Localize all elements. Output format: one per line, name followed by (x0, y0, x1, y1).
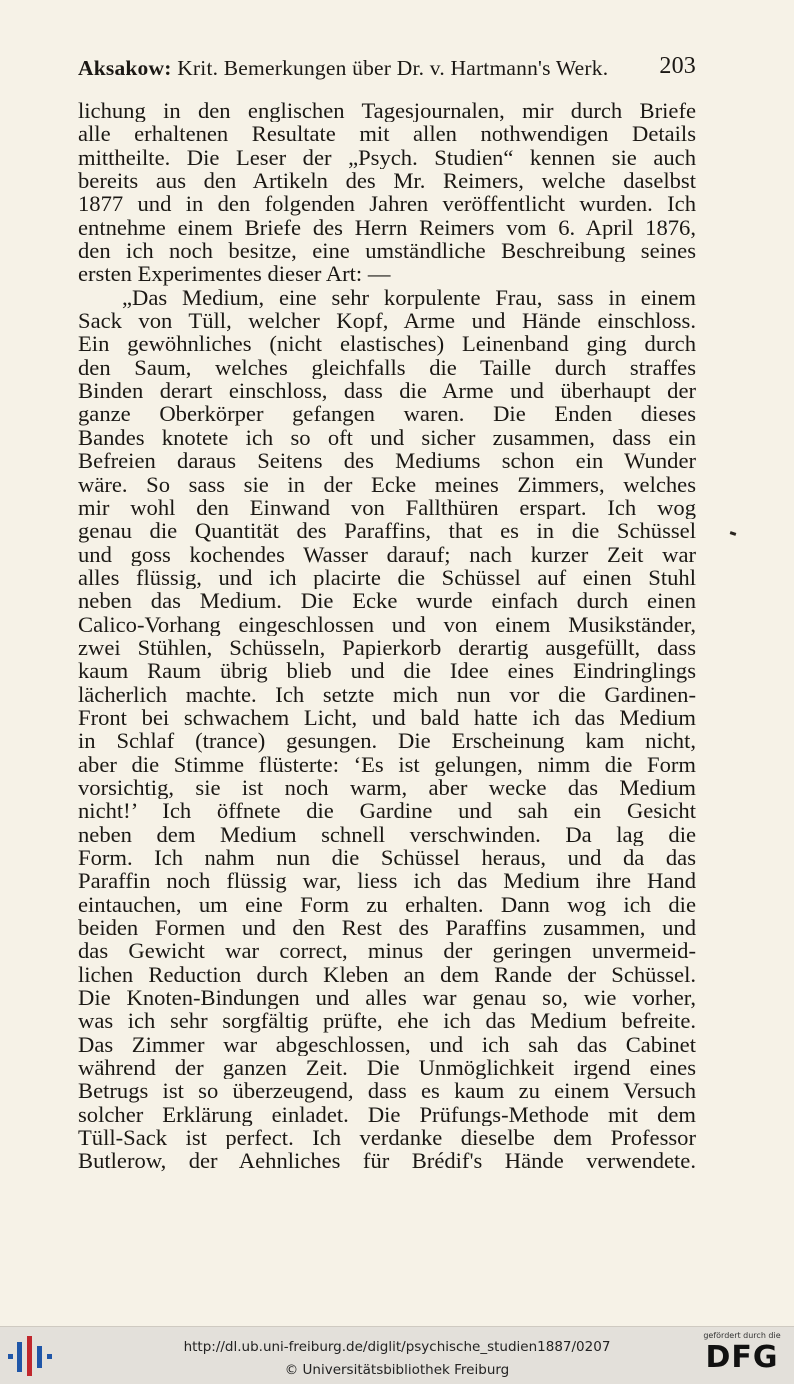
text-line: lichen Reduction durch Kleben an dem Rande der Schüssel. (78, 962, 696, 987)
dfg-caption: gefördert durch die (703, 1331, 781, 1340)
text-line: neben dem Medium schnell verschwinden. Da lag die (78, 822, 696, 846)
text-line: Befreien daraus Seitens des Mediums schon ein Wunder (78, 449, 696, 473)
page-url-link[interactable]: http://dl.ub.uni-freiburg.de/diglit/psychische_studien1887/0207 (183, 1339, 611, 1355)
text-line: Bandes knotete ich so oft und sicher zusammen, dass ein (78, 425, 696, 450)
text-line: Calico-Vorhang eingeschlossen und von einem Musikständer, (78, 612, 696, 636)
text-line: Betrugs ist so überzeugend, dass es kaum zu einem Versuch (78, 1079, 696, 1103)
text-line: Ein gewöhnliches (nicht elastisches) Leinenband ging durch (78, 332, 696, 356)
text-line: Butlerow, der Aehnliches für Brédif's Hände verwendete. (78, 1149, 696, 1173)
text-line: nicht!’ Ich öffnete die Gardine und sah ein Gesicht (78, 799, 696, 823)
text-line: Die Knoten-Bindungen und alles war genau so, wie vorher, (78, 986, 696, 1010)
running-header (78, 53, 696, 86)
text-line: den ich noch besitze, eine umständliche Beschreibung seines (78, 239, 696, 263)
text-line: alles flüssig, und ich placirte die Schüssel auf einen Stuhl (78, 565, 696, 590)
text-line: kaum Raum übrig blieb und die Idee eines Eindringlings (78, 659, 696, 683)
text-line: zwei Stühlen, Schüsseln, Papierkorb derartig ausgefüllt, dass (78, 635, 696, 660)
text-line: bereits aus den Artikeln des Mr. Reimers, welche daselbst (78, 169, 696, 193)
text-line: mittheilte. Die Leser der „Psych. Studien“ kennen sie auch (78, 145, 696, 170)
text-line: ganze Oberkörper gefangen waren. Die Enden dieses (78, 402, 696, 426)
text-line: beiden Formen und den Rest des Paraffins zusammen, und (78, 916, 696, 940)
dfg-logo-icon (696, 1331, 788, 1381)
copyright-text: © Universitätsbibliothek Freiburg (284, 1362, 510, 1378)
body-text (78, 99, 696, 1173)
text-line: Form. Ich nahm nun die Schüssel heraus, und da das (78, 846, 696, 870)
header-title: Krit. Bemerkungen über Dr. v. Hartmann's Werk. (177, 56, 609, 80)
text-line: Das Zimmer war abgeschlossen, und ich sah das Cabinet (78, 1032, 696, 1057)
text-line: neben das Medium. Die Ecke wurde einfach durch einen (78, 589, 696, 613)
text-line: lichung in den englischen Tagesjournalen, mir durch Briefe (78, 99, 696, 123)
text-line: mir wohl den Einwand von Fallthüren erspart. Ich wog (78, 495, 696, 520)
text-line: lächerlich machte. Ich setzte mich nun vor die Gardinen- (78, 682, 696, 706)
text-line: genau die Quantität des Paraffins, that es in die Schüssel (78, 519, 696, 543)
text-line: Paraffin noch flüssig war, liess ich das Medium ihre Hand (78, 869, 696, 893)
text-line: das Gewicht war correct, minus der geringen unvermeid- (78, 939, 696, 963)
text-line: den Saum, welches gleichfalls die Taille durch straffes (78, 355, 696, 380)
text-line: Front bei schwachem Licht, und bald hatte ich das Medium (78, 705, 696, 730)
ink-mark (730, 531, 737, 536)
text-line: ersten Experimentes dieser Art: — (78, 262, 391, 286)
text-line: Sack von Tüll, welcher Kopf, Arme und Hände einschloss. (78, 309, 696, 333)
text-line: „Das Medium, eine sehr korpulente Frau, sass in einem (122, 285, 696, 310)
dfg-logo-text: DFG (705, 1340, 779, 1375)
header-author: Aksakow: (78, 56, 172, 80)
text-line: alle erhaltenen Resultate mit allen nothwendigen Details (78, 122, 696, 146)
text-line: aber die Stimme flüsterte: ‘Es ist gelungen, nimm die Form (78, 752, 696, 776)
text-line: vorsichtig, sie ist noch warm, aber wecke das Medium (78, 775, 696, 800)
page-number: 203 (659, 53, 696, 79)
text-line: solcher Erklärung einladet. Die Prüfungs-Methode mit dem (78, 1102, 696, 1127)
text-line: wäre. So sass sie in der Ecke meines Zimmers, welches (78, 472, 696, 496)
text-line: entnehme einem Briefe des Herrn Reimers vom 6. April 1876, (78, 215, 696, 240)
text-line: was ich sehr sorgfältig prüfte, ehe ich das Medium befreite. (78, 1009, 696, 1033)
viewer-footer (0, 1326, 794, 1384)
text-line: und goss kochendes Wasser darauf; nach kurzer Zeit war (78, 542, 696, 566)
text-line: 1877 und in den folgenden Jahren veröffentlicht wurden. Ich (78, 192, 696, 216)
text-line: eintauchen, um eine Form zu erhalten. Dann wog ich die (78, 892, 696, 917)
text-line: während der ganzen Zeit. Die Unmöglichkeit irgend eines (78, 1056, 696, 1080)
text-line: Tüll-Sack ist perfect. Ich verdanke dieselbe dem Professor (78, 1126, 696, 1150)
text-line: Binden derart einschloss, dass die Arme und überhaupt der (78, 379, 696, 403)
text-line: in Schlaf (trance) gesungen. Die Erscheinung kam nicht, (78, 729, 696, 753)
